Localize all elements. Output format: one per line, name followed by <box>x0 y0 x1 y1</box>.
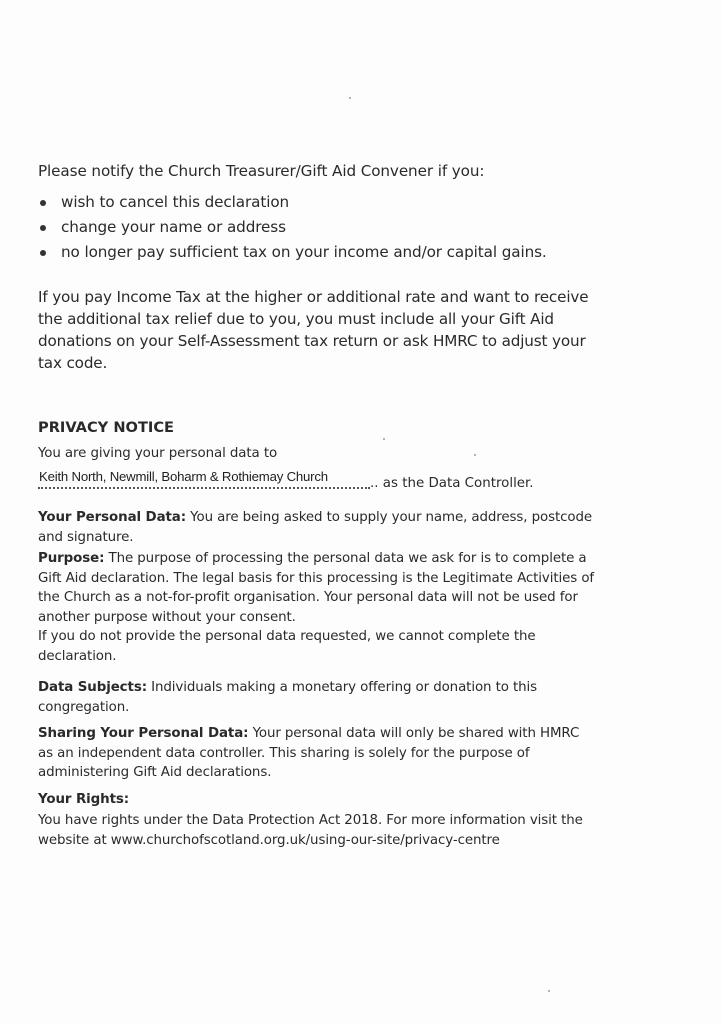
personal-data-text: You are being asked to supply your name, address, postcode and signature. <box>38 510 593 545</box>
tax-relief-paragraph: If you pay Income Tax at the higher or additional rate and want to receive the additional tax relief due to you, you must include all your Gift Aid donations on your Self-Assessment tax return or ask HMRC to adjust your tax code. <box>38 288 589 372</box>
sharing-text: Your personal data will only be shared with HMRC as an independent data controller. This sharing is solely for the purpose of administering Gift Aid declarations. <box>38 726 580 780</box>
list-item <box>38 240 598 265</box>
sharing-section <box>38 724 598 783</box>
sharing-label: Sharing Your Personal Data: <box>38 726 249 741</box>
list-item-text: no longer pay sufficient tax on your income and/or capital gains. <box>61 243 547 261</box>
personal-data-label: Your Personal Data: <box>38 510 186 525</box>
dotted-underline <box>38 487 370 489</box>
purpose-section <box>38 549 598 666</box>
list-item <box>38 190 598 215</box>
purpose-text-2: If you do not provide the personal data requested, we cannot complete the declaration. <box>38 629 536 664</box>
data-subjects-section <box>38 678 598 717</box>
list-item-text: change your name or address <box>61 218 286 236</box>
data-controller-line <box>38 468 608 498</box>
notify-intro: Please notify the Church Treasurer/Gift Aid Convener if you: <box>38 162 485 180</box>
data-subjects-label: Data Subjects: <box>38 680 147 695</box>
list-item <box>38 215 598 240</box>
bullet-icon <box>40 225 46 231</box>
scan-speck <box>548 990 550 992</box>
purpose-label: Purpose: <box>38 551 105 566</box>
church-name: Keith North, Newmill, Boharm & Rothiemay Church <box>39 469 328 484</box>
bullet-icon <box>40 200 46 206</box>
controller-suffix: .. as the Data Controller. <box>370 476 534 491</box>
purpose-text: The purpose of processing the personal data we ask for is to complete a Gift Aid declaration. The legal basis for this processing is the Legitimate Activities of the Church as a not-for-profit organisation. Your personal data will not be used for another purpose without your consent. <box>38 551 595 625</box>
list-item-text: wish to cancel this declaration <box>61 193 290 211</box>
rights-label: Your Rights: <box>38 792 130 807</box>
privacy-notice-title: PRIVACY NOTICE <box>38 419 175 436</box>
scan-speck <box>349 97 351 99</box>
bullet-icon <box>40 250 46 256</box>
rights-text: You have rights under the Data Protection Act 2018. For more information visit the website at www.churchofscotland.org.uk/using-our-site/privacy-centre <box>38 813 583 848</box>
notify-list <box>38 190 598 265</box>
data-subjects-text: Individuals making a monetary offering or donation to this congregation. <box>38 680 538 715</box>
giving-data-text: You are giving your personal data to <box>38 446 278 461</box>
personal-data-section <box>38 508 598 547</box>
